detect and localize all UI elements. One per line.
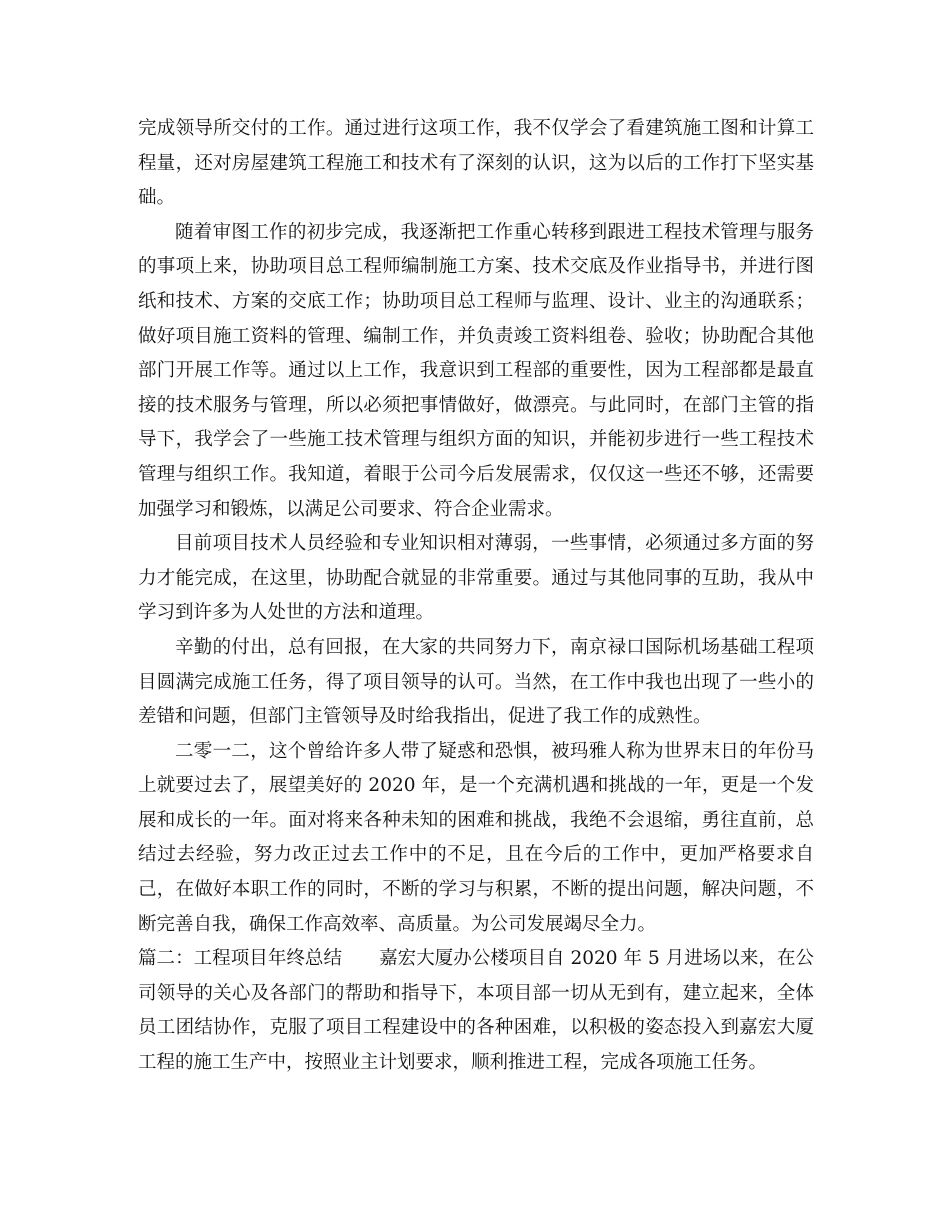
paragraph-6-section-two: 篇二：工程项目年终总结 嘉宏大厦办公楼项目自 2020 年 5 月进场以来，在公司领导的关心及各部门的帮助和指导下，本项目部一切从无到有，建立起来，全体员工团结协作，克服了项目工程建设中的各种困难，以积极的姿态投入到嘉宏大厦工程的施工生产中，按照业主计划要求，顺利推进工程，完成各项施工任务。: [138, 948, 814, 1074]
paragraph-4: 辛勤的付出，总有回报，在大家的共同努力下，南京禄口国际机场基础工程项目圆满完成施工任务，得了项目领导的认可。当然，在工作中我也出现了一些小的差错和问题，但部门主管领导及时给我指出，促进了我工作的成熟性。: [138, 636, 814, 728]
paragraph-1: 完成领导所交付的工作。通过进行这项工作，我不仅学会了看建筑施工图和计算工程量，还对房屋建筑工程施工和技术有了深刻的认识，这为以后的工作打下坚实基础。: [138, 118, 814, 209]
paragraph-3: 目前项目技术人员经验和专业知识相对薄弱，一些事情，必须通过多方面的努力才能完成，在这里，协助配合就显的非常重要。通过与其他同事的互助，我从中学习到许多为人处世的方法和道理。: [138, 533, 814, 624]
paragraph-2: 随着审图工作的初步完成，我逐渐把工作重心转移到跟进工程技术管理与服务的事项上来，协助项目总工程师编制施工方案、技术交底及作业指导书，并进行图纸和技术、方案的交底工作；协助项目总工程师与监理、设计、业主的沟通联系；做好项目施工资料的管理、编制工作，并负责竣工资料组卷、验收；协助配合其他部门开展工作等。通过以上工作，我意识到工程部的重要性，因为工程部都是最直接的技术服务与管理，所以必须把事情做好，做漂亮。与此同时，在部门主管的指导下，我学会了一些施工技术管理与组织方面的知识，并能初步进行一些工程技术管理与组织工作。我知道，着眼于公司今后发展需求，仅仅这一些还不够，还需要加强学习和锻炼，以满足公司要求、符合企业需求。: [138, 221, 814, 520]
paragraph-5: 二零一二，这个曾给许多人带了疑惑和恐惧，被玛雅人称为世界末日的年份马上就要过去了，展望美好的 2020 年，是一个充满机遇和挑战的一年，更是一个发展和成长的一年。面对将来各种未知的困难和挑战，我绝不会退缩，勇往直前，总结过去经验，努力改正过去工作中的不足，且在今后的工作中，更加严格要求自己，在做好本职工作的同时，不断的学习与积累，不断的提出问题，解决问题，不断完善自我，确保工作高效率、高质量。为公司发展竭尽全力。: [138, 740, 814, 935]
document-body: [138, 112, 814, 1081]
